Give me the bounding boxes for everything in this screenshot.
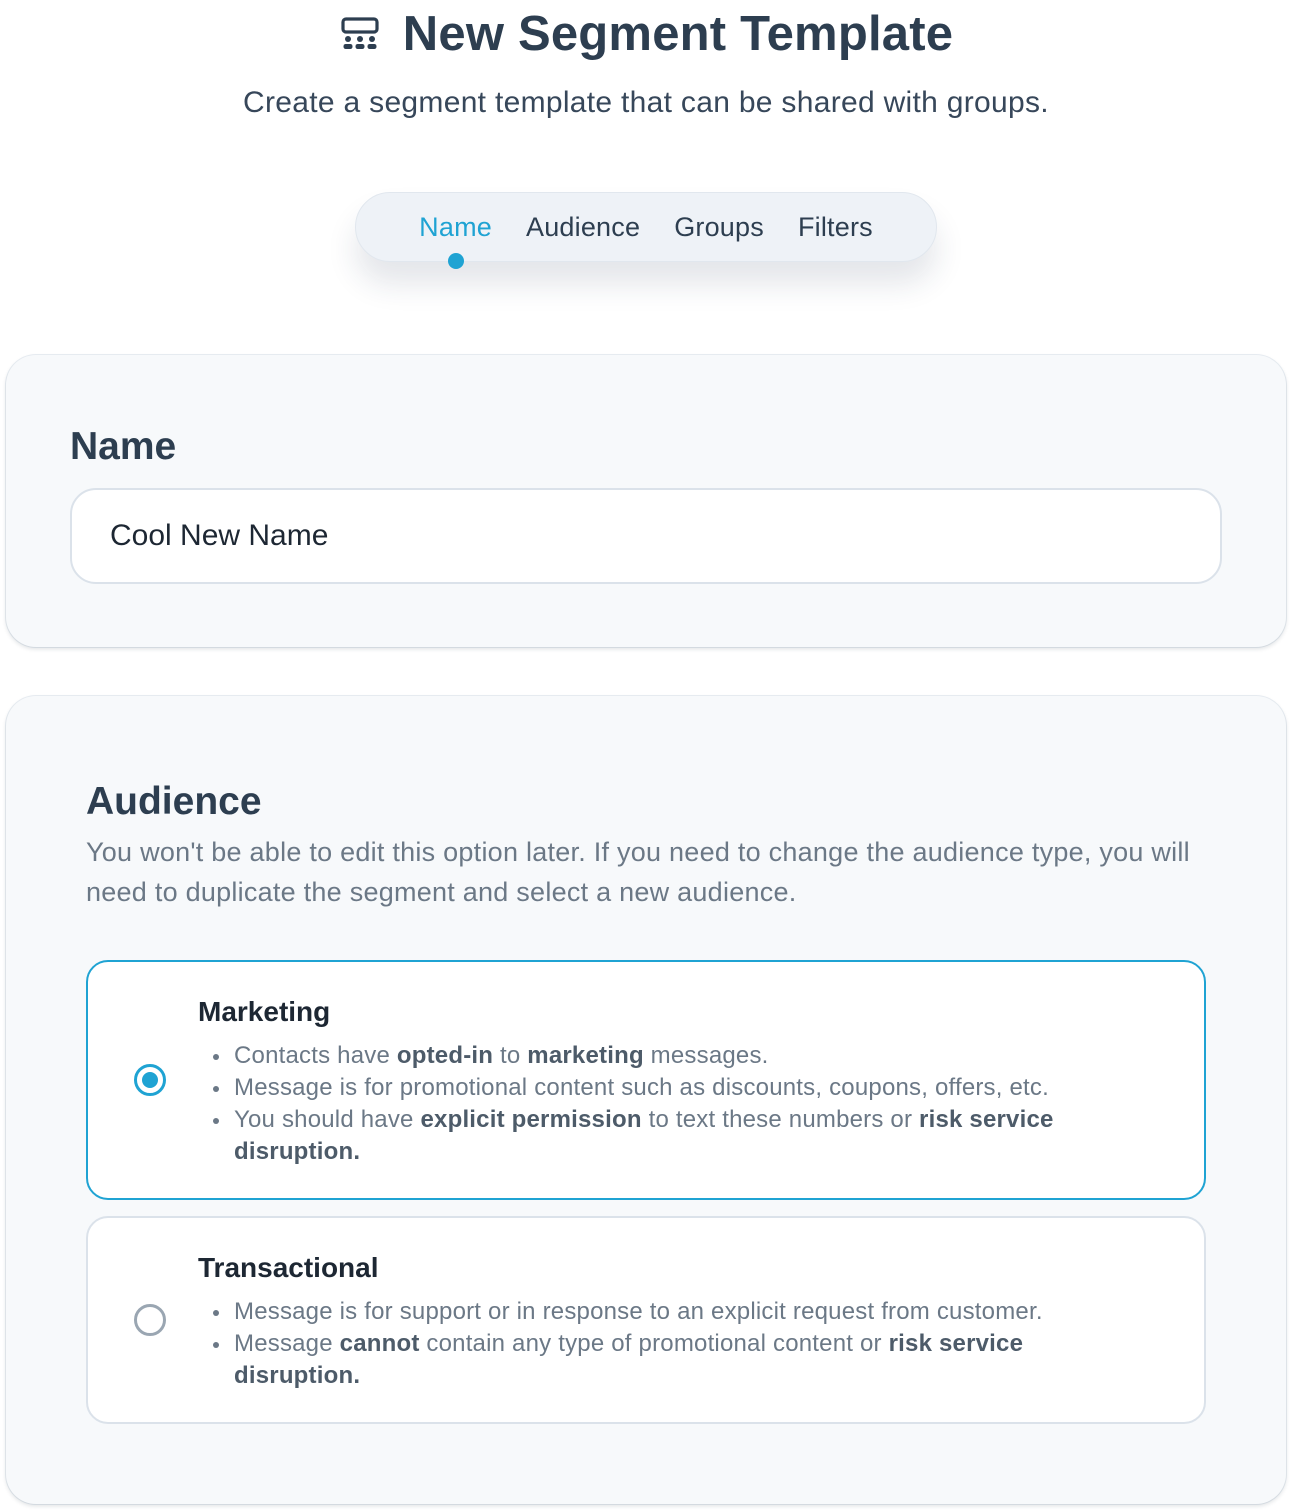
option-bullets [198,1296,1134,1392]
tab-label: Name [419,211,492,242]
list-item: You should have explicit permission to text these numbers or risk service disruption. [234,1104,1134,1168]
audience-option-marketing[interactable] [86,960,1206,1200]
tab-filters[interactable] [798,212,873,243]
option-title: Marketing [198,996,331,1027]
transactional-radio[interactable] [134,1304,166,1336]
tab-label: Groups [674,211,764,242]
audience-option-transactional[interactable] [86,1216,1206,1424]
list-item: Message is for support or in response to an explicit request from customer. [234,1296,1134,1328]
tab-label: Filters [797,211,873,242]
tab-audience[interactable] [526,212,640,243]
list-item: Message cannot contain any type of promotional content or risk service disruption. [234,1328,1134,1392]
list-item: Contacts have opted-in to marketing messages. [234,1040,1134,1072]
name-card [6,355,1286,647]
audience-heading: Audience [86,780,262,823]
list-item: Message is for promotional content such as discounts, coupons, offers, etc. [234,1072,1134,1104]
page-header [0,0,1292,140]
step-tabs [355,192,937,262]
active-tab-indicator [448,253,464,269]
marketing-radio[interactable] [134,1064,166,1096]
page-title: New Segment Template [402,7,954,61]
name-heading: Name [70,425,177,468]
segment-group-icon [339,16,381,52]
name-input[interactable] [70,488,1222,584]
option-title: Transactional [198,1252,379,1283]
tab-label: Audience [525,211,641,242]
tab-name[interactable] [419,212,492,243]
option-bullets [198,1040,1134,1168]
tab-groups[interactable] [674,212,764,243]
audience-description: You won't be able to edit this option later. If you need to change the audience type, you will need to duplicate the segment and select a new audience. [86,837,1190,907]
title-row [0,6,1292,62]
audience-card [6,696,1286,1504]
page-subtitle: Create a segment template that can be shared with groups. [243,86,1049,119]
